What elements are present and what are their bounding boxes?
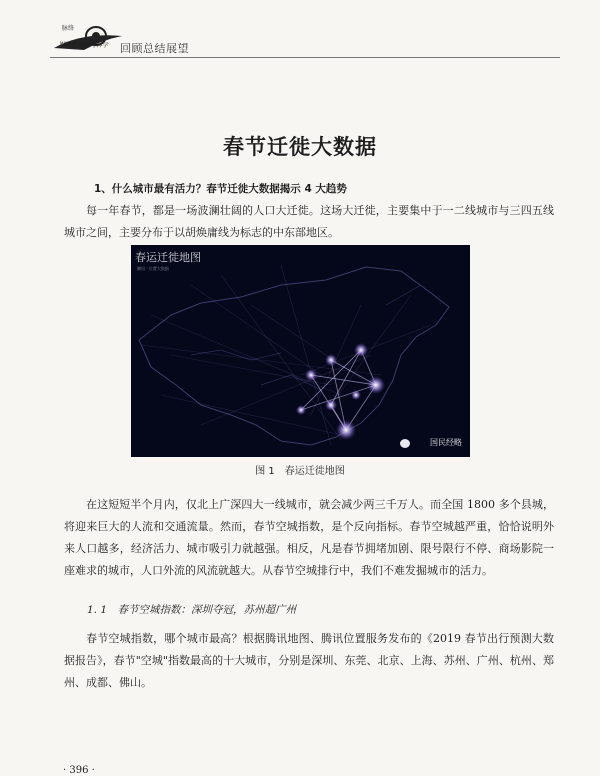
migration-map — [131, 245, 470, 457]
page-number: · 396 · — [63, 765, 95, 776]
section-heading: 1. 1 春节空城指数：深圳夺冠，苏州超广州 — [87, 604, 297, 616]
map-subtitle: 腾讯 · 位置大数据 — [137, 266, 169, 271]
logo-subtext: 文化与科学 — [78, 42, 109, 49]
header-divider — [50, 57, 560, 58]
article-title: 春节迁徙大数据 — [223, 134, 377, 159]
running-header: 回顾总结展望 — [120, 42, 189, 55]
map-title: 春运迁徙地图 — [135, 251, 201, 264]
migration-map-figure — [131, 245, 470, 457]
paragraph-intro: 每一年春节，都是一场波澜壮阔的人口大迁徙。这场大迁徙，主要集中于一二线城市与三四五线城市之间，主要分布于以胡焕庸线为标志的中东部地区。 — [64, 204, 554, 239]
article-subheading: 1、什么城市最有活力？春节迁徙大数据揭示 4 大趋势 — [94, 183, 347, 195]
map-watermark: 国民经略 — [430, 438, 462, 447]
figure-caption: 图 1 春运迁徙地图 — [255, 466, 345, 477]
logo-latin: MAILUO — [60, 41, 76, 46]
paragraph-analysis: 在这短短半个月内，仅北上广深四大一线城市，就会减少两三千万人。而全国 1800 多个县城，将迎来巨大的人流和交通流量。然而，春节空城指数，是个反向指标。春节空城越严重，恰恰说明外来人口越多，经济活力、城市吸引力就越强。相反，凡是春节拥堵加剧、限号限行不停、商场影院一座难求的城市，人口外流的风流就越大。从春节空城排行中，我们不难发掘城市的活力。 — [64, 498, 554, 577]
page-header — [0, 0, 600, 64]
paragraph-ranking: 春节空城指数，哪个城市最高？根据腾讯地图、腾讯位置服务发布的《2019 春节出行预测大数据报告》，春节"空城"指数最高的十大城市，分别是深圳、东莞、北京、上海、苏州、广州、杭州、郑州、成都、佛山。 — [64, 632, 554, 689]
wechat-icon — [400, 439, 410, 448]
logo-text: 脉络 — [62, 25, 75, 32]
